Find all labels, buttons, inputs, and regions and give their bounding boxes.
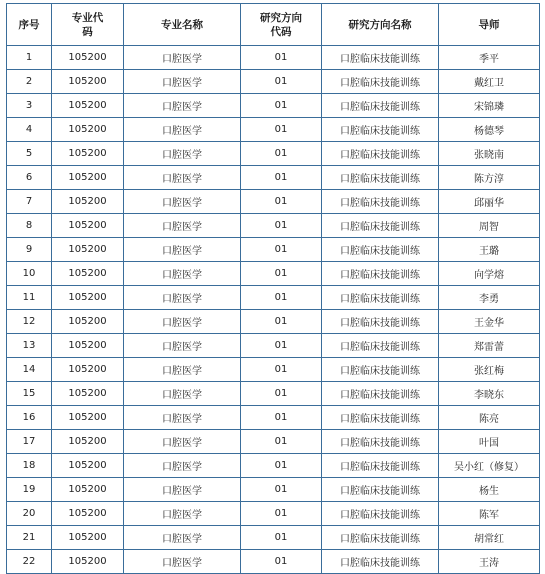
table-row (7, 166, 540, 190)
table-row (7, 46, 540, 70)
cell-index: 8 (7, 214, 52, 238)
cell-supervisor: 宋锦璘 (439, 94, 540, 118)
cell-direction-name: 口腔临床技能训练 (322, 94, 439, 118)
cell-supervisor: 陈军 (439, 502, 540, 526)
cell-direction-code: 01 (241, 142, 322, 166)
cell-index: 1 (7, 46, 52, 70)
cell-direction-code: 01 (241, 262, 322, 286)
cell-direction-name: 口腔临床技能训练 (322, 70, 439, 94)
cell-major-name: 口腔医学 (124, 190, 241, 214)
table-header-row (7, 4, 540, 46)
cell-index: 11 (7, 286, 52, 310)
cell-direction-code: 01 (241, 214, 322, 238)
cell-supervisor: 王璐 (439, 238, 540, 262)
cell-supervisor: 戴红卫 (439, 70, 540, 94)
cell-major-code: 105200 (52, 142, 124, 166)
cell-direction-code: 01 (241, 430, 322, 454)
cell-supervisor: 陈亮 (439, 406, 540, 430)
table-row (7, 310, 540, 334)
cell-major-name: 口腔医学 (124, 46, 241, 70)
header-direction-code: 研究方向代码 (241, 4, 322, 46)
cell-direction-name: 口腔临床技能训练 (322, 430, 439, 454)
cell-direction-code: 01 (241, 190, 322, 214)
cell-major-name: 口腔医学 (124, 70, 241, 94)
cell-index: 14 (7, 358, 52, 382)
table-row (7, 526, 540, 550)
cell-direction-name: 口腔临床技能训练 (322, 358, 439, 382)
cell-supervisor: 胡常红 (439, 526, 540, 550)
cell-major-name: 口腔医学 (124, 94, 241, 118)
table-row (7, 214, 540, 238)
cell-major-code: 105200 (52, 550, 124, 574)
cell-index: 5 (7, 142, 52, 166)
table-row (7, 478, 540, 502)
cell-supervisor: 张晓南 (439, 142, 540, 166)
table-row (7, 286, 540, 310)
table-row (7, 382, 540, 406)
cell-direction-code: 01 (241, 550, 322, 574)
cell-major-code: 105200 (52, 382, 124, 406)
cell-index: 16 (7, 406, 52, 430)
cell-index: 20 (7, 502, 52, 526)
cell-supervisor: 王涛 (439, 550, 540, 574)
cell-supervisor: 季平 (439, 46, 540, 70)
cell-direction-name: 口腔临床技能训练 (322, 406, 439, 430)
cell-index: 21 (7, 526, 52, 550)
cell-index: 19 (7, 478, 52, 502)
table-row (7, 406, 540, 430)
cell-major-name: 口腔医学 (124, 454, 241, 478)
cell-major-code: 105200 (52, 526, 124, 550)
cell-direction-code: 01 (241, 166, 322, 190)
cell-direction-name: 口腔临床技能训练 (322, 142, 439, 166)
cell-supervisor: 李勇 (439, 286, 540, 310)
table-row (7, 118, 540, 142)
supervisor-table (6, 3, 540, 574)
cell-direction-name: 口腔临床技能训练 (322, 238, 439, 262)
cell-supervisor: 李晓东 (439, 382, 540, 406)
cell-major-code: 105200 (52, 46, 124, 70)
cell-major-name: 口腔医学 (124, 406, 241, 430)
cell-major-name: 口腔医学 (124, 526, 241, 550)
cell-major-name: 口腔医学 (124, 502, 241, 526)
cell-index: 15 (7, 382, 52, 406)
cell-major-name: 口腔医学 (124, 430, 241, 454)
cell-major-code: 105200 (52, 94, 124, 118)
cell-direction-name: 口腔临床技能训练 (322, 286, 439, 310)
cell-supervisor: 向学熔 (439, 262, 540, 286)
cell-supervisor: 周智 (439, 214, 540, 238)
cell-major-code: 105200 (52, 190, 124, 214)
cell-direction-code: 01 (241, 358, 322, 382)
cell-index: 3 (7, 94, 52, 118)
cell-major-code: 105200 (52, 430, 124, 454)
table-row (7, 454, 540, 478)
cell-supervisor: 吴小红（修复） (439, 454, 540, 478)
cell-major-name: 口腔医学 (124, 478, 241, 502)
table-row (7, 142, 540, 166)
cell-direction-code: 01 (241, 406, 322, 430)
cell-direction-code: 01 (241, 478, 322, 502)
table-row (7, 94, 540, 118)
cell-major-code: 105200 (52, 406, 124, 430)
cell-direction-name: 口腔临床技能训练 (322, 214, 439, 238)
cell-direction-name: 口腔临床技能训练 (322, 262, 439, 286)
table-row (7, 238, 540, 262)
cell-direction-name: 口腔临床技能训练 (322, 526, 439, 550)
cell-index: 2 (7, 70, 52, 94)
cell-major-name: 口腔医学 (124, 382, 241, 406)
cell-major-name: 口腔医学 (124, 286, 241, 310)
cell-direction-name: 口腔临床技能训练 (322, 310, 439, 334)
table-row (7, 358, 540, 382)
cell-index: 9 (7, 238, 52, 262)
cell-major-name: 口腔医学 (124, 214, 241, 238)
cell-supervisor: 王金华 (439, 310, 540, 334)
table-row (7, 502, 540, 526)
cell-supervisor: 郑雷蕾 (439, 334, 540, 358)
cell-major-code: 105200 (52, 286, 124, 310)
cell-index: 17 (7, 430, 52, 454)
cell-major-code: 105200 (52, 358, 124, 382)
cell-major-code: 105200 (52, 262, 124, 286)
cell-direction-code: 01 (241, 94, 322, 118)
cell-supervisor: 陈方淳 (439, 166, 540, 190)
header-direction-name: 研究方向名称 (322, 4, 439, 46)
cell-direction-code: 01 (241, 526, 322, 550)
table-body (7, 46, 540, 574)
cell-direction-code: 01 (241, 286, 322, 310)
cell-major-name: 口腔医学 (124, 238, 241, 262)
cell-direction-code: 01 (241, 382, 322, 406)
cell-major-code: 105200 (52, 334, 124, 358)
cell-index: 10 (7, 262, 52, 286)
cell-major-code: 105200 (52, 70, 124, 94)
header-major-name: 专业名称 (124, 4, 241, 46)
cell-major-name: 口腔医学 (124, 550, 241, 574)
cell-major-code: 105200 (52, 238, 124, 262)
cell-direction-name: 口腔临床技能训练 (322, 502, 439, 526)
cell-major-code: 105200 (52, 502, 124, 526)
cell-major-code: 105200 (52, 454, 124, 478)
cell-direction-code: 01 (241, 70, 322, 94)
cell-direction-name: 口腔临床技能训练 (322, 46, 439, 70)
cell-direction-code: 01 (241, 454, 322, 478)
cell-direction-code: 01 (241, 46, 322, 70)
cell-major-name: 口腔医学 (124, 118, 241, 142)
table-row (7, 70, 540, 94)
cell-major-name: 口腔医学 (124, 262, 241, 286)
cell-major-code: 105200 (52, 166, 124, 190)
cell-direction-name: 口腔临床技能训练 (322, 334, 439, 358)
cell-direction-name: 口腔临床技能训练 (322, 382, 439, 406)
cell-index: 4 (7, 118, 52, 142)
cell-major-name: 口腔医学 (124, 334, 241, 358)
table-row (7, 262, 540, 286)
cell-index: 7 (7, 190, 52, 214)
cell-supervisor: 张红梅 (439, 358, 540, 382)
cell-supervisor: 杨德琴 (439, 118, 540, 142)
cell-major-code: 105200 (52, 310, 124, 334)
cell-direction-name: 口腔临床技能训练 (322, 550, 439, 574)
header-index: 序号 (7, 4, 52, 46)
cell-major-code: 105200 (52, 478, 124, 502)
table-row (7, 430, 540, 454)
cell-index: 13 (7, 334, 52, 358)
cell-direction-name: 口腔临床技能训练 (322, 118, 439, 142)
cell-direction-name: 口腔临床技能训练 (322, 190, 439, 214)
cell-major-code: 105200 (52, 214, 124, 238)
cell-index: 22 (7, 550, 52, 574)
cell-major-name: 口腔医学 (124, 310, 241, 334)
cell-index: 6 (7, 166, 52, 190)
cell-direction-name: 口腔临床技能训练 (322, 478, 439, 502)
cell-direction-name: 口腔临床技能训练 (322, 454, 439, 478)
cell-index: 18 (7, 454, 52, 478)
table-row (7, 550, 540, 574)
cell-supervisor: 邱丽华 (439, 190, 540, 214)
header-supervisor: 导师 (439, 4, 540, 46)
cell-direction-name: 口腔临床技能训练 (322, 166, 439, 190)
cell-direction-code: 01 (241, 238, 322, 262)
cell-index: 12 (7, 310, 52, 334)
cell-supervisor: 杨生 (439, 478, 540, 502)
cell-direction-code: 01 (241, 502, 322, 526)
cell-direction-code: 01 (241, 310, 322, 334)
header-major-code: 专业代码 (52, 4, 124, 46)
cell-major-name: 口腔医学 (124, 142, 241, 166)
table-row (7, 334, 540, 358)
cell-supervisor: 叶国 (439, 430, 540, 454)
table-row (7, 190, 540, 214)
cell-major-code: 105200 (52, 118, 124, 142)
cell-direction-code: 01 (241, 334, 322, 358)
cell-direction-code: 01 (241, 118, 322, 142)
cell-major-name: 口腔医学 (124, 166, 241, 190)
cell-major-name: 口腔医学 (124, 358, 241, 382)
